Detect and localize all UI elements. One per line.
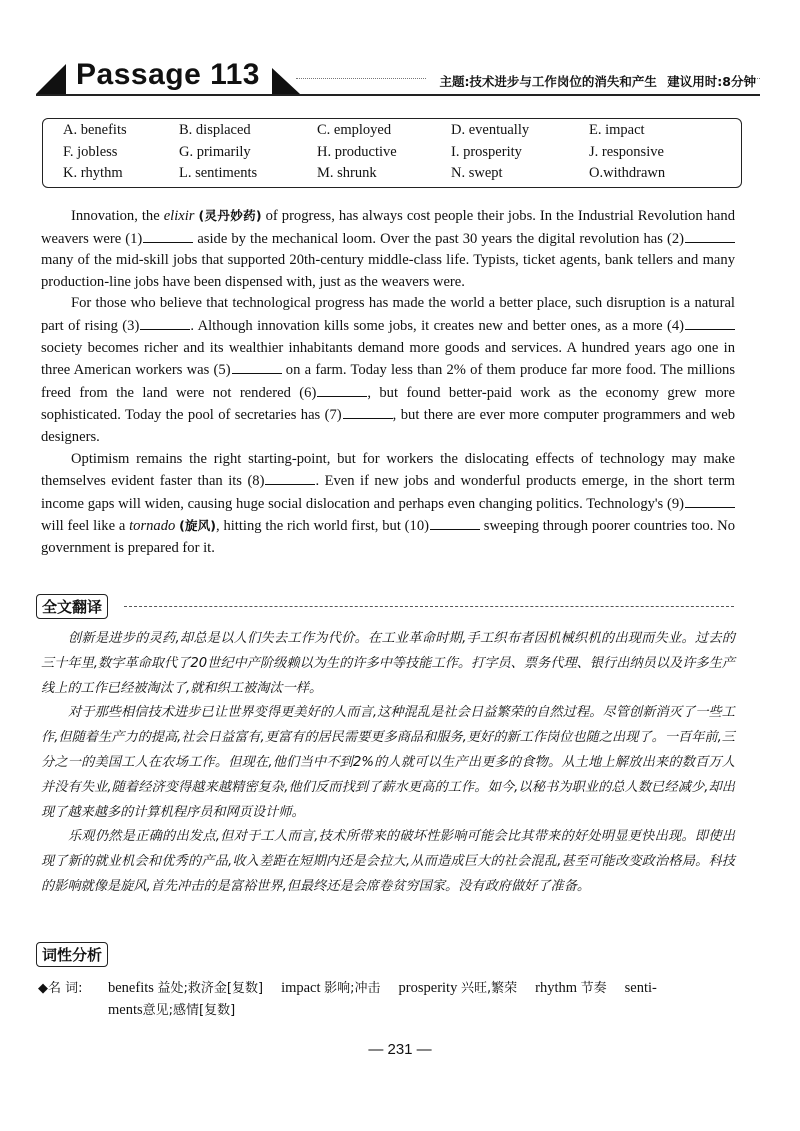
topic-text: 主题:技术进步与工作岗位的消失和产生 [439, 74, 657, 89]
word-bank-grid [63, 122, 729, 187]
blank-2[interactable] [685, 228, 735, 243]
analysis-body [38, 978, 738, 1021]
elixir-word: elixir [163, 208, 195, 224]
paragraph-3: Optimism remains the right starting-point, but for workers the dislocating effects of technology may make themselves evident faster than its (8) . Even if new jobs and wonderful products emerge, in the short term income gaps will widen, causing huge social dislocation and perhaps even changing politics. Technology's (9) will feel like a tornado (旋风), hitting the rich world first, but (10) sweeping through poorer countries too. No government is prepared for it. [41, 450, 735, 556]
right-triangle-icon [272, 68, 300, 94]
word-bank-option: O.withdrawn [589, 165, 666, 181]
noun-label: ◆名 词: [38, 981, 83, 996]
paragraph-2: For those who believe that technological progress has made the world a better place, such disruption is a natural part of rising (3) . Although innovation kills some jobs, it creates new and better ones, as a more (4) society becomes richer and its wealthier inhabitants demand more goods and services. A hundred years ago one in three American workers was (5) on a farm. Today less than 2% of them produce far more food. The millions freed from the land were not rendered (6) , but found better-paid work as the economy grew more sophisticated. Today the pool of secretaries has (7) , but there are ever more computer programmers and web designers. [41, 295, 736, 445]
term-meaning: 影响;冲击 [324, 981, 381, 996]
word-bank-option: B. displaced [179, 122, 251, 138]
term-meaning: 益处;救济金[复数] [157, 981, 264, 996]
left-triangle-icon [36, 64, 66, 94]
term-meaning: 兴旺,繁荣 [460, 981, 518, 996]
word-bank-option: N. swept [451, 165, 503, 181]
paragraph-1: Innovation, the elixir (灵丹妙药) of progress, has always cost people their jobs. In the Industrial Revolution hand weavers were (1) aside by the mechanical loom. Over the past 30 years the digital revolution has (2) many of the mid-skill jobs that supported 20th-century middle-class life. Typists, ticket agents, bank tellers and many production-line jobs have been dispensed with, just as the weavers were. [41, 208, 735, 290]
term-meaning: 节奏 [580, 981, 607, 996]
translation-dashed-rule [124, 606, 734, 607]
continuation-meaning: 意见;感情[复数] [142, 1002, 236, 1018]
word-bank-option: H. productive [317, 143, 397, 160]
blank-6[interactable] [317, 382, 367, 397]
translation-paragraph-3: 乐观仍然是正确的出发点,但对于工人而言,技术所带来的破坏性影响可能会比其带来的好处明显更快出现。即使出现了新的就业机会和优秀的产品,收入差距在短期内还是会拉大,从而造成巨大的社会混乱,甚至可能改变政治格局。科技的影响就像是旋风,首先冲击的是富裕世界,但最终还是会席卷贫穷国家。没有政府做好了准备。 [41, 829, 735, 894]
tornado-word: tornado [129, 518, 176, 535]
translation-paragraph-1: 创新是进步的灵药,却总是以人们失去工作为代价。在工业革命时期,手工织布者因机械织机的出现而失业。过去的三十年里,数字革命取代了20世纪中产阶级赖以为生的许多中等技能工作。打字员、票务代理、银行出纳员以及许多生产线上的工作已经被淘汰了,就和织工被淘汰一样。 [41, 631, 735, 696]
header-rule [36, 94, 760, 96]
word-bank-option: E. impact [589, 122, 645, 138]
noun-row [38, 978, 738, 1021]
passage-body [41, 205, 735, 560]
noun-term [281, 980, 380, 996]
analysis-label: 词性分析 [36, 942, 108, 967]
translation-paragraph-2: 对于那些相信技术进步已让世界变得更美好的人而言,这种混乱是社会日益繁荣的自然过程。尽管创新消灭了一些工作,但随着生产力的提高,社会日益富有,更富有的居民需要更多商品和服务,更好的新工作岗位也随之出现了。一百年前,三分之一的美国工人在农场工作。但现在,他们当中不到2%的人就可以生产出更多的食物。从土地上解放出来的数百万人并没有失业,随着经济变得越来越精密复杂,他们反而找到了薪水更高的工作。如今,以秘书为职业的总人数已经减少,却出现了越来越多的计算机程序员和网页设计师。 [41, 705, 735, 820]
passage-header [36, 60, 760, 100]
blank-3[interactable] [140, 315, 190, 330]
word-bank [42, 118, 742, 188]
term-word: prosperity [398, 980, 458, 996]
word-bank-option: L. sentiments [179, 165, 258, 181]
term-word: rhythm [535, 980, 577, 996]
continuation-word: ments [108, 1001, 143, 1018]
word-bank-option: K. rhythm [63, 165, 123, 181]
noun-term [108, 980, 263, 996]
noun-terms [108, 978, 738, 1021]
blank-9[interactable] [685, 493, 735, 508]
blank-8[interactable] [265, 470, 315, 485]
word-bank-option: C. employed [317, 122, 392, 138]
word-bank-option: M. shrunk [317, 165, 377, 181]
noun-term-list [108, 980, 675, 996]
term-word: senti- [624, 980, 657, 996]
blank-5[interactable] [232, 359, 282, 374]
page-number: — 231 — [368, 1041, 432, 1058]
word-bank-option: I. prosperity [451, 143, 522, 160]
noun-term [535, 980, 607, 996]
translation-label: 全文翻译 [36, 594, 108, 619]
word-bank-option: D. eventually [451, 122, 530, 138]
translation-body [41, 627, 735, 900]
blank-7[interactable] [343, 404, 393, 419]
term-word: benefits [108, 980, 154, 996]
elixir-gloss: (灵丹妙药) [198, 208, 262, 223]
noun-term [625, 980, 657, 996]
blank-10[interactable] [430, 515, 480, 530]
term-word: impact [281, 980, 321, 996]
time-text: 建议用时:8分钟 [667, 74, 756, 89]
tornado-gloss: (旋风) [179, 518, 216, 534]
noun-term [399, 980, 518, 996]
word-bank-option: A. benefits [63, 122, 127, 138]
word-bank-option: J. responsive [589, 143, 664, 160]
word-bank-option: G. primarily [179, 143, 251, 160]
blank-1[interactable] [143, 228, 193, 243]
blank-4[interactable] [685, 315, 735, 330]
passage-title: Passage 113 [76, 58, 260, 91]
word-bank-option: F. jobless [63, 143, 118, 160]
passage-meta [427, 72, 756, 90]
